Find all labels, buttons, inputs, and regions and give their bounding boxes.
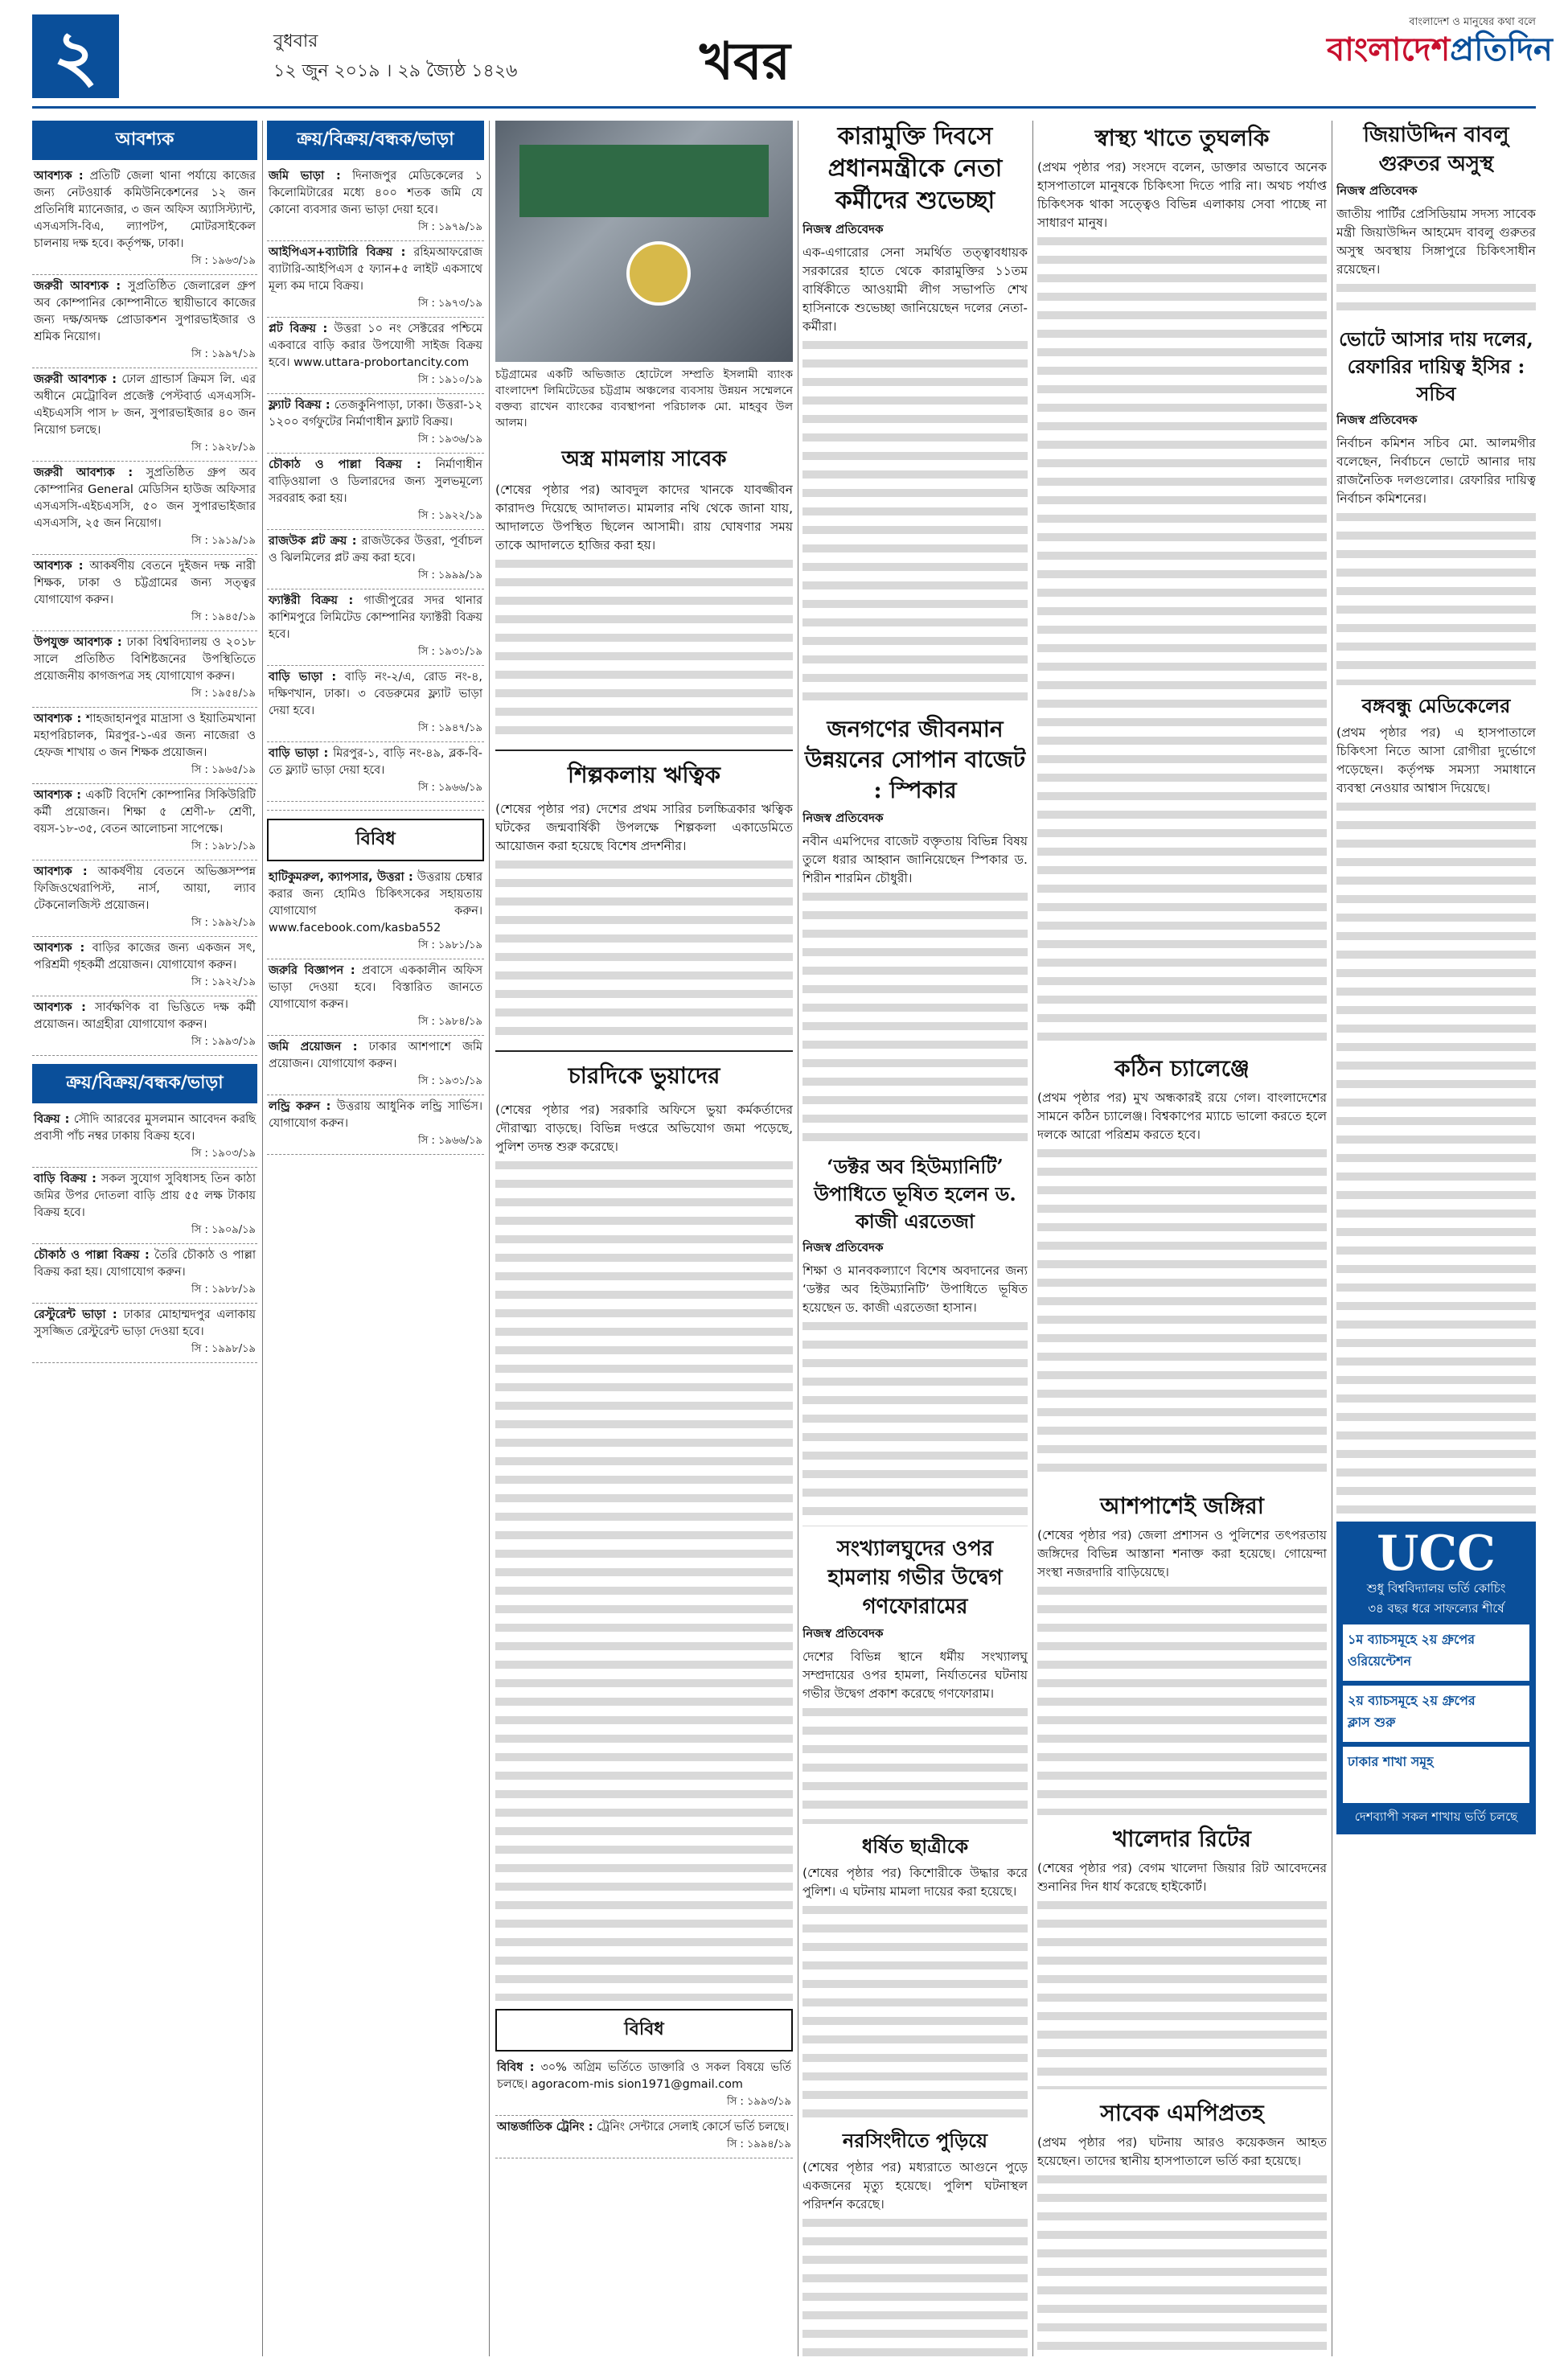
story-body: এক-এগারোর সেনা সমর্থিত তত্ত্বাবধায়ক সরকারের হাতে থেকে কারামুক্তির ১১তম বার্ষিকীতে আওয়ামী লীগ সভাপতি শেখ হাসিনাকে শুভেচ্ছা জানিয়েছেন দলের নেতা-কর্মীরা। [802, 245, 1028, 334]
classified-ad: বিক্রয় : সৌদি আরবের মুসলমান আবেদন করছি প্রবাসী পাঁচ নম্বর ঢাকায় বিক্রয় হবে। সি : ১৯০৩/১৯ [32, 1108, 257, 1168]
headline-narsingdi: নরসিংদীতে পুড়িয়ে [842, 2129, 988, 2152]
headline-chhatri: ধর্ষিত ছাত্রীকে [861, 1834, 969, 1858]
classified-ad: আবশ্যক : বাড়ির কাজের জন্য একজন সৎ, পরিশ্রমী গৃহকর্মী প্রয়োজন। যোগাযোগ করুন। সি : ১৯২২/১৯ [32, 937, 257, 996]
headline-medical: বঙ্গবন্ধু মেডিকেলের [1361, 694, 1511, 717]
masthead-rule [32, 106, 1536, 109]
headline-mp: সাবেক এমপিপ্রতহ [1100, 2100, 1264, 2126]
story-body: শিক্ষা ও মানবকল্যাণে বিশেষ অবদানের জন্য ‘ডক্টর অব হিউম্যানিটি’ উপাধিতে ভূষিত হয়েছেন ড. কাজী এরতেজা হাসান। [802, 1263, 1028, 1315]
classified-heading: ক্রয়/বিক্রয়/বন্ধক/ভাড়া [32, 1064, 257, 1103]
headline-khaleda: খালেদার রিটের [1113, 1826, 1251, 1852]
classified-ad: আবশ্যক : প্রতিটি জেলা থানা পর্যায়ে কাজের জন্য নেটওয়ার্ক কমিউনিকেশনের ১২ জন প্রতিনিধি ম্যানেজার, ৩ জন অফিস অ্যাসিস্ট্যান্ট, এসএসসি-বিএ, ল্যাপটপ, মোটরসাইকেল চালনায় দক্ষ হবে। কর্তৃপক্ষ, ঢাকা। সি : ১৯৬৩/১৯ [32, 165, 257, 275]
text-lines [802, 888, 1028, 1145]
news-column-4 [802, 121, 1028, 2356]
text-lines [1037, 232, 1327, 1045]
text-lines [1336, 508, 1536, 685]
newspaper-logo [1327, 14, 1553, 68]
text-lines [495, 1156, 793, 2001]
column-divider [262, 121, 263, 2356]
ucc-tagline: শুধু বিশ্ববিদ্যালয় ভর্তি কোচিং [1366, 1581, 1506, 1596]
story-body: (শেষের পৃষ্ঠার পর) বেগম খালেদা জিয়ার রিট আবেদনের শুনানির দিন ধার্য করেছে হাইকোর্ট। [1037, 1861, 1327, 1894]
classified-ad: আবশ্যক : আকর্ষণীয় বেতনে দুইজন দক্ষ নারী শিক্ষক, ঢাকা ও চট্টগ্রামের জন্য সত্ত্বর যোগাযোগ করুন। সি : ১৯৪৫/১৯ [32, 555, 257, 631]
headline-health: স্বাস্থ্য খাতে তুঘলকি [1094, 125, 1270, 151]
bank-logo-icon [626, 241, 691, 306]
text-lines [802, 336, 1028, 706]
classified-ad [267, 802, 484, 811]
classified-ad: বাড়ি ভাড়া : মিরপুর-১, বাড়ি নং-৪৯, ব্লক-বি-তে ফ্ল্যাট ভাড়া দেয়া হবে। সি : ১৯৬৬/১৯ [267, 742, 484, 802]
story-body: (শেষের পৃষ্ঠার পর) দেশের প্রথম সারির চলচ্চিত্রকার ঋত্বিক ঘটকের জন্মবার্ষিকী উপলক্ষে শিল্পকলা একাডেমিতে আয়োজন করা হয়েছে বিশেষ প্রদর্শনীর। [495, 802, 793, 853]
classified-ad: জমি প্রয়োজন : ঢাকার আশপাশে জমি প্রয়োজন। যোগাযোগ করুন। সি : ১৯৩১/১৯ [267, 1036, 484, 1095]
classified-ad: আবশ্যক : সার্বক্ষণিক বা ভিত্তিতে দক্ষ কর্মী প্রয়োজন। আগ্রহীরা যোগাযোগ করুন। সি : ১৯৯৩/১৯ [32, 996, 257, 1056]
story-body: নির্বাচন কমিশন সচিব মো. আলমগীর বলেছেন, নির্বাচনে ভোটে আনার দায় রাজনৈতিক দলগুলোর। রেফারির দায়িত্ব নির্বাচন কমিশনের। [1336, 436, 1536, 506]
page-number: ২ [32, 14, 119, 98]
masthead [32, 14, 1553, 103]
story-body: জাতীয় পার্টির প্রেসিডিয়াম সদস্য সাবেক মন্ত্রী জিয়াউদ্দিন আহমেদ বাবলু গুরুতর অসুস্থ অবস্থায় সিঙ্গাপুরে চিকিৎসাধীন রয়েছেন। [1336, 207, 1536, 277]
headline-challenge: কঠিন চ্যালেঞ্জে [1114, 1055, 1250, 1082]
story-body: (প্রথম পৃষ্ঠার পর) ঘটনায় আরও কয়েকজন আহত হয়েছেন। তাদের স্থানীয় হাসপাতালে ভর্তি করা হয়েছে। [1037, 2135, 1327, 2168]
text-lines [802, 1703, 1028, 1824]
classified-ad: আন্তর্জাতিক ট্রেনিং : ট্রেনিং সেন্টারে সেলাই কোর্সে ভর্তি চলছে। সি : ১৯৯৪/১৯ [495, 2116, 793, 2158]
photo-banner [519, 145, 770, 217]
date: ১২ জুন ২০১৯ । ২৯ জ্যৈষ্ঠ ১৪২৬ [273, 61, 518, 81]
story-body: (প্রথম পৃষ্ঠার পর) মুখ অন্ধকারই রয়ে গেল। বাংলাদেশের সামনে কঠিন চ্যালেঞ্জ। বিশ্বকাপের ম্যাচে ভালো করতে হলে দলকে আরো পরিশ্রম করতে হবে। [1037, 1090, 1327, 1142]
reporter: নিজস্ব প্রতিবেদক [802, 1626, 884, 1641]
ucc-advertisement [1336, 1522, 1536, 1834]
brand-tagline: বাংলাদেশ ও মানুষের কথা বলে [1409, 16, 1536, 28]
classified-ad: জরুরী আবশ্যক : সুপ্রতিষ্ঠিত গ্রুপ অব কোম্পানির General মেডিসিন হাউজ অফিসার এসএসসি-এইচএসসি, ৫০ জন সুপারভাইজার এসএসসি, ২৫ জন নিয়োগ। সি : ১৯১৯/১৯ [32, 462, 257, 555]
classified-ad: উপযুক্ত আবশ্যক : ঢাকা বিশ্ববিদ্যালয় ও ২০১৮ সালে প্রতিষ্ঠিত বিশিষ্টজনের উপস্থিতিতে প্রয়োজনীয় কাগজপত্র সহ যোগাযোগ করুন। সি : ১৯৫৪/১৯ [32, 631, 257, 708]
weekday: বুধবার [273, 31, 318, 51]
classified-ad: লন্ড্রি করুন : উত্তরায় আধুনিক লন্ড্রি সার্ভিস। যোগাযোগ করুন। সি : ১৯৬৬/১৯ [267, 1095, 484, 1155]
classified-ad: রেস্টুরেন্ট ভাড়া : ঢাকার মোহাম্মদপুর এলাকায় সুসজ্জিত রেস্টুরেন্ট ভাড়া দেওয়া হবে। সি : ১৯৯৮/১৯ [32, 1304, 257, 1363]
headline-jongi: আশপাশেই জঙ্গিরা [1100, 1493, 1264, 1519]
ucc-row: ঢাকার শাখা সমূহ [1343, 1747, 1529, 1803]
headline-gonoforum: সংখ্যালঘুদের ওপর হামলায় গভীর উদ্বেগ গণফোরামের [827, 1537, 1003, 1619]
text-lines [802, 1901, 1028, 2118]
text-lines [1037, 1896, 1327, 2089]
headline-bhuya: চারদিকে ভুয়াদের [495, 1050, 793, 1096]
text-lines [495, 555, 793, 740]
text-lines [1037, 1582, 1327, 1815]
classified-ad: চৌকাঠ ও পাল্লা বিক্রয় : তৈরি চৌকাঠ ও পাল্লা বিক্রয় করা হয়। যোগাযোগ করুন। সি : ১৯৮৮/১৯ [32, 1244, 257, 1304]
classifieds-column-2 [267, 121, 484, 2356]
classified-ad: রাজউক প্লট ক্রয় : রাজউকের উত্তরা, পূর্বাচল ও ঝিলমিলের প্লট ক্রয় করা হবে। সি : ১৯৯৯/১৯ [267, 530, 484, 589]
story-body: (শেষের পৃষ্ঠার পর) মধ্যরাতে আগুনে পুড়ে একজনের মৃত্যু হয়েছে। পুলিশ ঘটনাস্থল পরিদর্শন করেছে। [802, 2160, 1028, 2212]
ucc-logo: UCC [1377, 1526, 1496, 1582]
headline-ostro: অস্ত্র মামলায় সাবেক [561, 447, 727, 471]
classified-heading: বিবিধ [267, 819, 484, 861]
text-lines [1037, 2171, 1327, 2356]
classified-ad: ফ্যাক্টরী বিক্রয় : গাজীপুরের সদর থানার কাশিমপুরে লিমিটেড কোম্পানির ফ্যাক্টরী বিক্রয় হবে। সি : ১৯৩১/১৯ [267, 589, 484, 666]
news-column-3 [495, 121, 793, 2356]
reporter: নিজস্ব প্রতিবেদক [802, 222, 884, 236]
ucc-row: ১ম ব্যাচসমূহে ২য় গ্রুপের ওরিয়েন্টেশন [1343, 1624, 1529, 1681]
ucc-row: ২য় ব্যাচসমূহে ২য় গ্রুপের ক্লাস শুরু [1343, 1686, 1529, 1742]
headline-shilpakala: শিল্পকলায় ঋত্বিক [495, 750, 793, 795]
column-divider [489, 121, 490, 2356]
headline-ec: ভোটে আসার দায় দলের, রেফারির দায়িত্ব ইসির : সচিব [1339, 327, 1533, 405]
classified-heading: ক্রয়/বিক্রয়/বন্ধক/ভাড়া [267, 121, 484, 160]
column-divider [1032, 121, 1033, 2356]
story-body: (শেষের পৃষ্ঠার পর) সরকারি অফিসে ভুয়া কর্মকর্তাদের দৌরাত্ম্য বাড়ছে। বিভিন্ন দপ্তরে অভিযোগ জমা পড়েছে, পুলিশ তদন্ত শুরু করেছে। [495, 1103, 793, 1154]
section-title: খবর [700, 31, 790, 92]
date-line [273, 27, 517, 87]
ucc-years: ৩৪ বছর ধরে সাফল্যের শীর্ষে [1368, 1601, 1504, 1616]
story-body: (শেষের পৃষ্ঠার পর) জেলা প্রশাসন ও পুলিশের তৎপরতায় জঙ্গিদের বিভিন্ন আস্তানা শনাক্ত করা হয়েছে। গোয়েন্দা সংস্থা নজরদারি বাড়িয়েছে। [1037, 1528, 1327, 1579]
reporter: নিজস্ব প্রতিবেদক [1336, 413, 1418, 427]
classified-ad: প্লট বিক্রয় : উত্তরা ১০ নং সেক্টরের পশ্চিমে একবারে বাড়ি করার উপযোগী সাইজ বিক্রয় হবে। www.uttara-probortancity.com সি : ১৯১০/১৯ [267, 318, 484, 394]
story-body: (শেষের পৃষ্ঠার পর) আবদুল কাদের খানকে যাবজ্জীবন কারাদণ্ড দিয়েছে আদালত। মামলার নথি থেকে জানা যায়, আদালতে উপস্থিত ছিলেন আসামী। রায় ঘোষণার সময় তাকে আদালতে হাজির করা হয়। [495, 483, 793, 552]
classified-ad: জরুরী আবশ্যক : ঢোল গ্রান্ডার্স ক্রিমস লি. এর অধীনে মেট্রোবিল প্রজেক্ট পেস্টবার্ড এসএসসি-এইচএসসি পাস ৮ জন, সুপারভাইজার ৪০ জন নিয়োগ চলছে। সি : ১৯২৮/১৯ [32, 368, 257, 462]
news-photo [495, 121, 793, 362]
story-body: (শেষের পৃষ্ঠার পর) কিশোরীকে উদ্ধার করে পুলিশ। এ ঘটনায় মামলা দায়ের করা হয়েছে। [802, 1866, 1028, 1899]
classified-ad: বাড়ি ভাড়া : বাড়ি নং-২/এ, রোড নং-৪, দক্ষিণখান, ঢাকা। ৩ বেডরুমের ফ্ল্যাট ভাড়া দেয়া হবে। সি : ১৯৪৭/১৯ [267, 666, 484, 742]
story-body: (প্রথম পৃষ্ঠার পর) সংসদে বলেন, ডাক্তার অভাবে অনেক হাসপাতালে মানুষকে চিকিৎসা দিতে পারি না। অথচ পর্যাপ্ত চিকিৎসক থাকা সত্ত্বেও বিভিন্ন এলাকায় সেবা পাচ্ছে না সাধারণ মানুষ। [1037, 160, 1327, 230]
classifieds-column-1 [32, 121, 257, 2356]
reporter: নিজস্ব প্রতিবেদক [802, 811, 884, 825]
text-lines [495, 856, 793, 1041]
classified-heading: আবশ্যক [32, 121, 257, 160]
reporter: নিজস্ব প্রতিবেদক [802, 1240, 884, 1255]
classified-ad: আইপিএস+ব্যাটারি বিক্রয় : রহিমআফরোজ ব্যাটারি-আইপিএস ৫ ফ্যান+৫ লাইট একসাথে মূল্য কম দামে বিক্রয়। সি : ১৯৭৩/১৯ [267, 241, 484, 318]
news-column-5 [1037, 121, 1327, 2356]
classified-ad: আবশ্যক : আকর্ষণীয় বেতনে অভিজ্ঞসম্পন্ন ফিজিওথেরাপিস্ট, নার্স, আয়া, ল্যাব টেকনোলজিস্ট প্রয়োজন। সি : ১৯৯২/১৯ [32, 860, 257, 937]
text-lines [1336, 798, 1536, 1522]
classified-ad: চৌকাঠ ও পাল্লা বিক্রয় : নির্মাণাধীন বাড়িওয়ালা ও ডিলারদের জন্য সুলভমূল্যে সরবরাহ করা হয়। সি : ১৯২২/১৯ [267, 454, 484, 530]
story-body: দেশের বিভিন্ন স্থানে ধর্মীয় সংখ্যালঘু সম্প্রদায়ের ওপর হামলা, নির্যাতনের ঘটনায় গভীর উদ্বেগ প্রকাশ করেছে গণফোরাম। [802, 1649, 1028, 1701]
text-lines [1037, 1144, 1327, 1482]
text-lines [1336, 279, 1536, 319]
story-body: নবীন এমপিদের বাজেট বক্তৃতায় বিভিন্ন বিষয় তুলে ধরার আহ্বান জানিয়েছেন স্পিকার ড. শিরীন শারমিন চৌধুরী। [802, 834, 1028, 885]
classified-ad: জরুরি বিজ্ঞাপন : প্রবাসে এককালীন অফিস ভাড়া দেওয়া হবে। বিস্তারিত জানতে যোগাযোগ করুন। সি : ১৯৮৪/১৯ [267, 959, 484, 1036]
classified-ad: জরুরী আবশ্যক : সুপ্রতিষ্ঠিত জেলারেল গ্রুপ অব কোম্পানির কোম্পানীতে স্থায়ীভাবে কাজের জন্য দক্ষ/অদক্ষ প্রোডাকশন সুপারভাইজার ও শ্রমিক নিয়োগ। সি : ১৯৯৭/১৯ [32, 275, 257, 368]
story-body: (প্রথম পৃষ্ঠার পর) এ হাসপাতালে চিকিৎসা নিতে আসা রোগীরা দুর্ভোগে পড়েছেন। কর্তৃপক্ষ সমস্যা সমাধানে ব্যবস্থা নেওয়ার আশ্বাস দিয়েছে। [1336, 725, 1536, 795]
photo-caption: চট্টগ্রামের একটি অভিজাত হোটেলে সম্প্রতি ইসলামী ব্যাংক বাংলাদেশ লিমিটেডের চট্টগ্রাম অঞ্চলের ব্যবসায় উন্নয়ন সম্মেলনে বক্তব্য রাখেন ব্যাংকের ব্যবস্থাপনা পরিচালক মো. মাহবুব উল আলম। [495, 368, 793, 429]
ucc-footer: দেশব্যাপী সকল শাখায় ভর্তি চলছে [1354, 1809, 1518, 1824]
brand-name: বাংলাদেশপ্রতিদিন [1327, 31, 1553, 68]
classified-ad: বাড়ি বিক্রয় : সকল সুযোগ সুবিধাসহ তিন কাঠা জমির উপর দোতলা বাড়ি প্রায় ৫৫ লক্ষ টাকায় বিক্রয় হবে। সি : ১৯০৯/১৯ [32, 1168, 257, 1244]
classified-ad: জমি ভাড়া : দিনাজপুর মেডিকেলের ১ কিলোমিটারের মধ্যে ৪০০ শতক জমি যে কোনো ব্যবসার জন্য ভাড়া দেয়া হবে। সি : ১৯৭৯/১৯ [267, 165, 484, 241]
text-lines [802, 2214, 1028, 2356]
classified-ad: আবশ্যক : শাহজাহানপুর মাদ্রাসা ও ইয়াতিমখানা মহাপরিচালক, মিরপুর-১-এর জন্য নাজেরা ও হেফজ শাখায় ৩ জন শিক্ষক প্রয়োজন। সি : ১৯৬৫/১৯ [32, 708, 257, 784]
headline-karamukti: কারামুক্তি দিবসে প্রধানমন্ত্রীকে নেতা কর্মীদের শুভেচ্ছা [827, 122, 1003, 215]
headline-budget: জনগণের জীবনমান উন্নয়নের সোপান বাজেট : স্পিকার [804, 716, 1026, 803]
classified-ad: হাটিকুমরুল, ক্যাপসার, উত্তরা : উত্তরায় চেম্বার করার জন্য হোমিও চিকিৎসকের সহায়তায় যোগাযোগ করুন। www.facebook.com/kasba552 সি : ১৯৮১/১৯ [267, 866, 484, 959]
classified-ad: ফ্ল্যাট বিক্রয় : তেজকুনিপাড়া, ঢাকা। উত্তরা-১২ ১২০০ বর্গফুটের নির্মাণাধীন ফ্ল্যাট বিক্রয়। সি : ১৯৩৬/১৯ [267, 394, 484, 454]
headline-humanity: ‘ডক্টর অব হিউম্যানিটি’ উপাধিতে ভূষিত হলেন ড. কাজী এরতেজা [814, 1155, 1016, 1233]
headline-babul: জিয়াউদ্দিন বাবলু গুরুতর অসুস্থ [1363, 123, 1509, 176]
classified-ad: আবশ্যক : একটি বিদেশি কোম্পানির সিকিউরিটি কর্মী প্রয়োজন। শিক্ষা ৫ শ্রেণী-৮ শ্রেণী, বয়স-১৮-৩৫, বেতন আলোচনা সাপেক্ষে। সি : ১৯৮১/১৯ [32, 784, 257, 860]
classified-ad: বিবিধ : ৩০% অগ্রিম ভর্তিতে ডাক্তারি ও সকল বিষয়ে ভর্তি চলছে। agoracom-mis sion1971@gmail.com সি : ১৯৯৩/১৯ [495, 2056, 793, 2116]
text-lines [802, 1317, 1028, 1526]
classified-heading: বিবিধ [495, 2009, 793, 2052]
reporter: নিজস্ব প্রতিবেদক [1336, 183, 1418, 198]
news-column-6 [1336, 121, 1536, 2356]
